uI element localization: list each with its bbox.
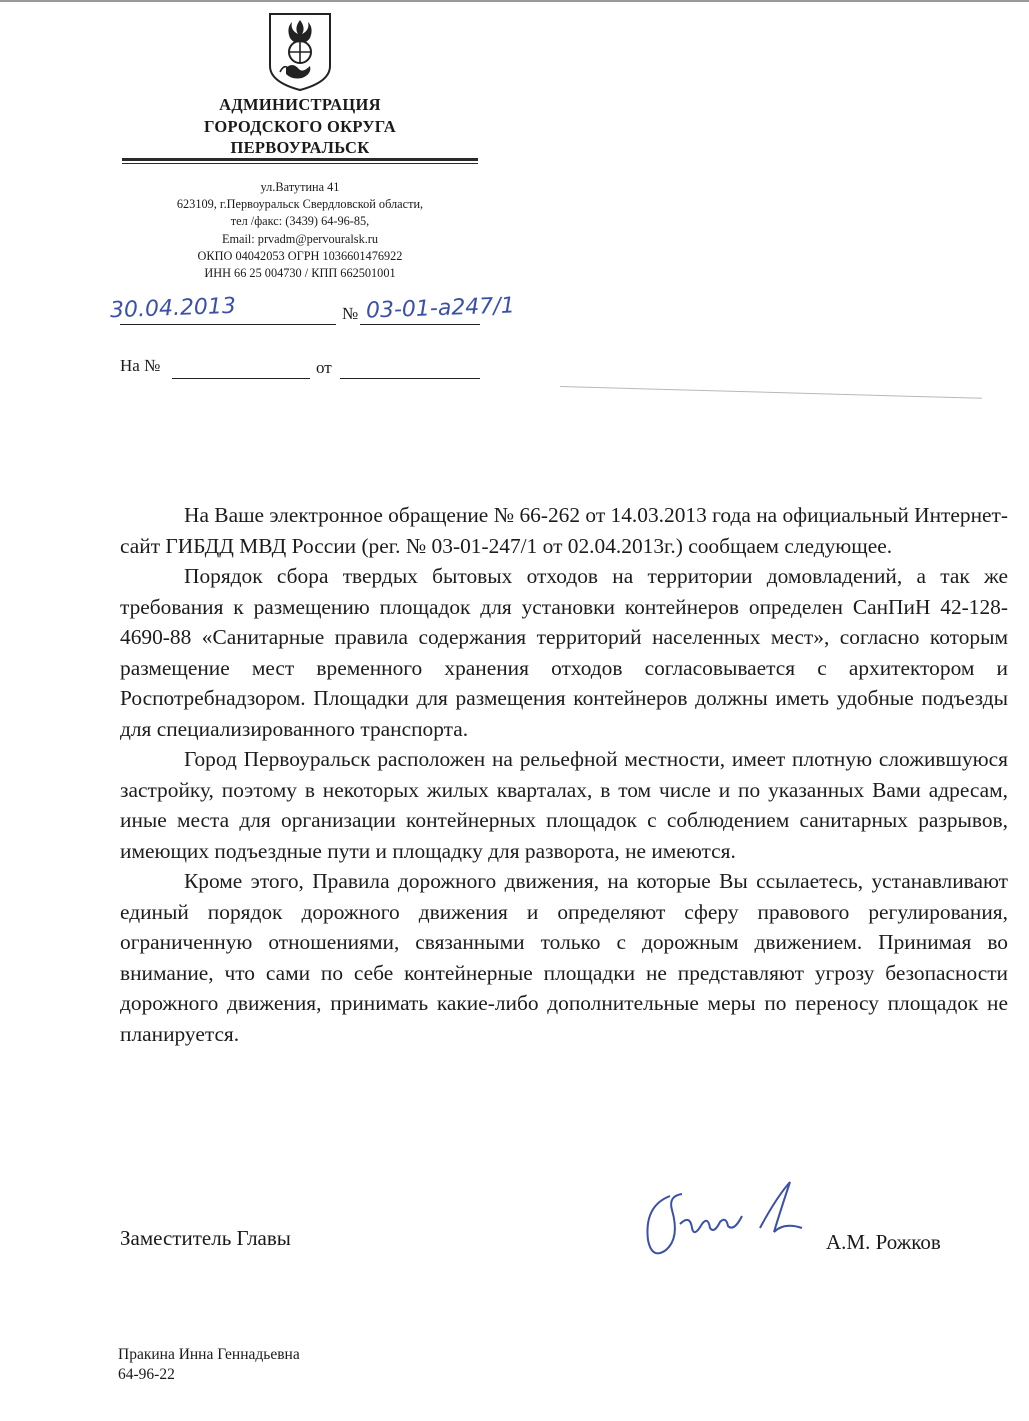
number-underline — [360, 324, 480, 325]
paragraph-2: Порядок сбора твердых бытовых отходов на территории домовладений, а так же требования к размещению площадок для установки контейнеров определен СанПиН 42-128-4690-88 «Санитарные правила содержания территорий населенных мест», согласно которым размещение мест временного хранения отходов согласовывается с архитектором и Роспотребнадзором. Площадки для размещения контейнеров должны иметь удобные подъезды для специализированного транспорта. — [120, 564, 1008, 741]
header-rule-thick — [122, 158, 478, 161]
coat-of-arms-icon — [266, 10, 334, 94]
top-border — [0, 0, 1029, 2]
org-line-3: ПЕРВОУРАЛЬСК — [230, 138, 370, 157]
reply-to-date-line — [340, 378, 480, 379]
address-phone: тел /факс: (3439) 64-96-85, — [230, 214, 370, 229]
handwritten-signature — [640, 1176, 820, 1266]
reply-to-number-label: На № — [120, 356, 161, 375]
date-underline — [120, 324, 336, 325]
header-rule-thin — [122, 163, 478, 164]
handwritten-number: 03-01-а247/1 — [365, 293, 516, 324]
address-email: Email: prvadm@pervouralsk.ru — [221, 231, 379, 246]
signatory-title: Заместитель Главы — [120, 1226, 291, 1250]
address-street: ул.Ватутина 41 — [260, 180, 340, 194]
letter-body — [120, 500, 1008, 1049]
org-line-1: АДМИНИСТРАЦИЯ — [219, 95, 381, 114]
address-codes-1: ОКПО 04042053 ОГРН 1036601476922 — [197, 248, 403, 263]
address-codes-2: ИНН 66 25 004730 / КПП 662501001 — [204, 266, 396, 281]
org-line-2: ГОРОДСКОГО ОКРУГА — [204, 116, 396, 136]
paragraph-1: На Ваше электронное обращение № 66-262 от 14.03.2013 года на официальный Интернет-сайт ГИБДД МВД России (рег. № 03-01-247/1 от 02.04.2013г.) сообщаем следующее. — [120, 503, 1008, 558]
address-block — [140, 179, 460, 282]
executor-phone: 64-96-22 — [118, 1366, 175, 1383]
number-label: № — [342, 304, 359, 323]
executor-name: Пракина Инна Геннадьевна — [118, 1346, 300, 1363]
organization-name — [150, 94, 450, 159]
paragraph-3: Город Первоуральск расположен на рельефной местности, имеет плотную сложившуюся застройку, поэтому в некоторых жилых кварталах, в том числе и по указанных Вами адресам, иные места для организации контейнерных площадок с соблюдением санитарных разрывов, имеющих подъездные пути и площадку для разворота, не имеются. — [120, 747, 1008, 863]
reply-to-date-label: от — [316, 358, 332, 377]
recipient-line — [560, 386, 982, 399]
signatory-name: А.М. Рожков — [826, 1230, 941, 1254]
reply-to-number-line — [172, 378, 310, 379]
paragraph-4: Кроме этого, Правила дорожного движения, на которые Вы ссылаетесь, устанавливают единый порядок дорожного движения и определяют сферу правового регулирования, ограниченную отношениями, связанными только с дорожным движением. Принимая во внимание, что сами по себе контейнерные площадки не представляют угрозу безопасности дорожного движения, принимать какие-либо дополнительные меры по переносу площадок не планируется. — [120, 869, 1008, 1046]
address-city: 623109, г.Первоуральск Свердловской области, — [176, 197, 424, 212]
handwritten-date: 30.04.2013 — [109, 293, 237, 324]
